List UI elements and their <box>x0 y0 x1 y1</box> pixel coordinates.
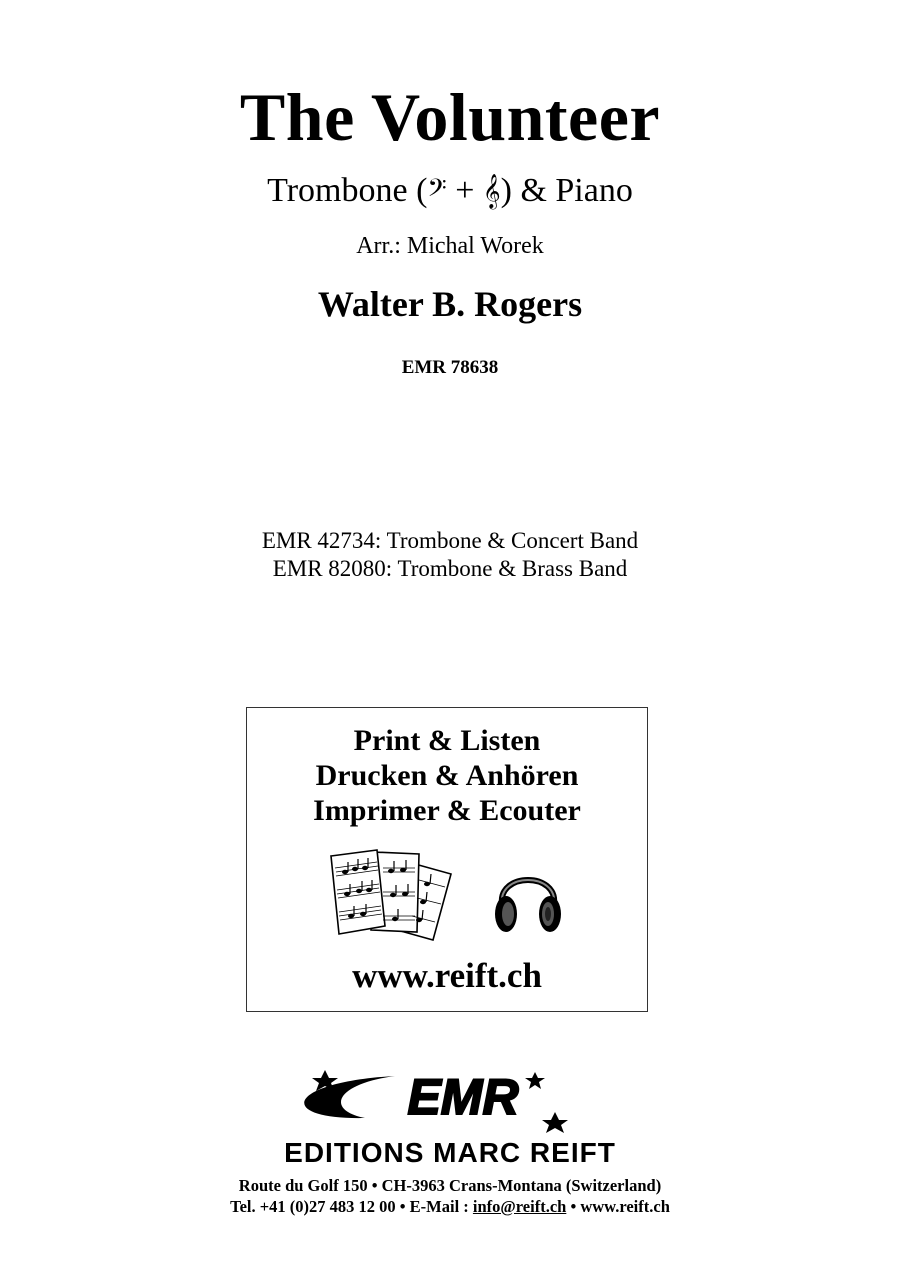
website-url[interactable]: www.reift.ch <box>352 956 542 995</box>
bass-clef-icon: 𝄢 <box>427 174 447 209</box>
email-link[interactable]: info@reift.ch <box>472 1197 567 1216</box>
page-title: The Volunteer <box>239 79 661 155</box>
promo-line-german: Drucken & Anhören <box>315 759 579 792</box>
related-editions <box>0 527 900 583</box>
emr-logo <box>215 1070 685 1170</box>
print-listen-box <box>246 707 648 1012</box>
arranger: Arr.: Michal Worek <box>356 233 544 259</box>
composer: Walter B. Rogers <box>317 284 583 324</box>
instrumentation-plus: + <box>446 172 483 209</box>
instrumentation-suffix: ) & Piano <box>500 172 633 209</box>
contact-website[interactable]: • www.reift.ch <box>566 1197 670 1216</box>
catalog-number: EMR 78638 <box>401 357 499 378</box>
contact-phone: Tel. +41 (0)27 483 12 00 • E-Mail : <box>230 1197 473 1216</box>
instrumentation <box>0 172 900 210</box>
promo-line-english: Print & Listen <box>353 724 541 757</box>
publisher-address: Route du Golf 150 • CH-3963 Crans-Montana (Switzerland) <box>238 1176 662 1195</box>
sheet-music-icon <box>327 846 457 946</box>
logo-emr-text: EMR <box>407 1070 519 1125</box>
related-edition: EMR 82080: Trombone & Brass Band <box>272 556 628 581</box>
related-edition: EMR 42734: Trombone & Concert Band <box>261 528 639 553</box>
publisher-contact <box>0 1197 900 1217</box>
publisher-name: EDITIONS MARC REIFT <box>284 1137 616 1168</box>
headphones-icon <box>492 858 564 938</box>
treble-clef-icon: 𝄞 <box>482 174 501 209</box>
promo-line-french: Imprimer & Ecouter <box>313 794 581 827</box>
instrumentation-prefix: Trombone ( <box>267 172 428 209</box>
